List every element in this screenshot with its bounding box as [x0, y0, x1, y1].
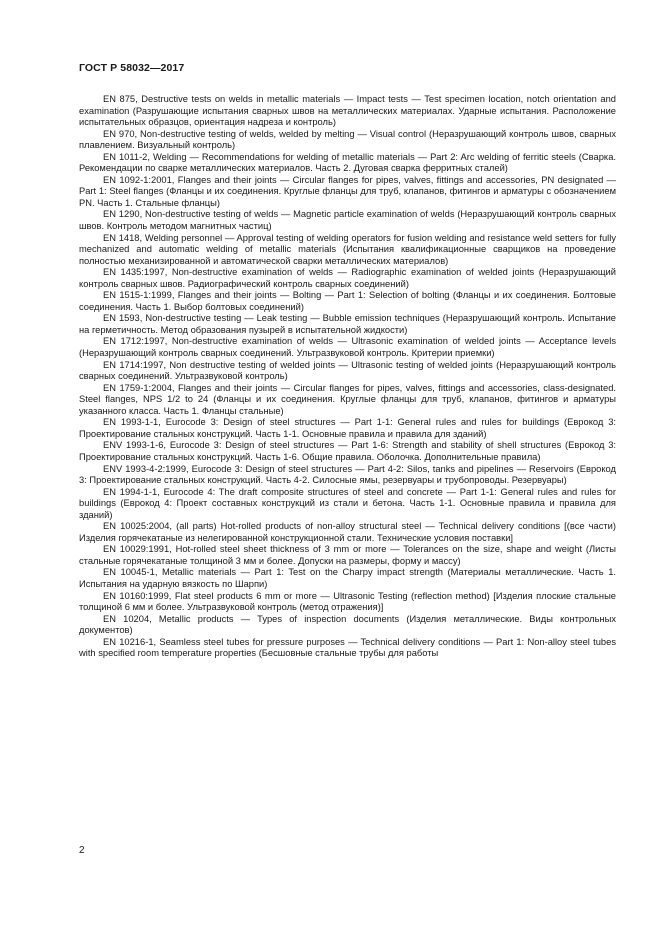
reference-paragraph: EN 1759-1:2004, Flanges and their joints — Circular flanges for pipes, valves, fittings and accessories, class-designated. Steel flanges, NPS 1/2 to 24 (Фланцы и их соединения. Круглые фланцы для труб, клапанов, фитингов и арматуры указанного класса. Часть 1. Фланцы стальные) — [79, 382, 616, 416]
reference-paragraph: EN 1994-1-1, Eurocode 4: The draft composite structures of steel and concrete — Part 1-1: General rules and rules for buildings (Еврокод 4: Проект составных конструкций из стали и бетона. Часть 1-1. Основные правила и правила для зданий) — [79, 486, 616, 520]
reference-paragraph: EN 970, Non-destructive testing of welds, welded by melting — Visual control (Неразрушающий контроль швов, сварных плавлением. Визуальный контроль) — [79, 128, 616, 151]
reference-paragraph: EN 10204, Metallic products — Types of inspection documents (Изделия металлические. Виды контрольных документов) — [79, 613, 616, 636]
reference-paragraph: EN 1290, Non-destructive testing of welds — Magnetic particle examination of welds (Неразрушающий контроль сварных швов. Контроль методом магнитных частиц) — [79, 209, 616, 232]
reference-paragraph: EN 10029:1991, Hot-rolled steel sheet thickness of 3 mm or more — Tolerances on the size, shape and weight (Листы стальные горячекатаные толщиной 3 мм и более. Допуски на размеры, форму и массу) — [79, 544, 616, 566]
reference-paragraph: EN 1418, Welding personnel — Approval testing of welding operators for fusion welding and resistance weld setters for fully mechanized and automatic welding of metallic materials (Испытания квалификационные сварщиков на проведение полностью механизированной и автоматической сварки металлических материалов) — [79, 232, 616, 266]
reference-paragraph: EN 10216-1, Seamless steel tubes for pressure purposes — Technical delivery conditions — Part 1: Non-alloy steel tubes with specified room temperature properties (Бесшовные стальные трубы для работы — [79, 636, 616, 659]
reference-paragraph: EN 1593, Non-destructive testing — Leak testing — Bubble emission techniques (Неразрушающий контроль. Испытание на герметичность. Метод образования пузырей в испытательной жидкости) — [79, 313, 616, 335]
standard-header: ГОСТ Р 58032—2017 — [79, 62, 185, 74]
reference-paragraph: EN 1712:1997, Non-destructive examination of welds — Ultrasonic examination of welded joints — Acceptance levels (Неразрушающий контроль сварных соединений. Ультразвуковой контроль. Критерии приемки) — [79, 336, 616, 359]
reference-paragraph: ENV 1993-1-6, Eurocode 3: Design of steel structures — Part 1-6: Strength and stability of shell structures (Еврокод 3: Проектирование стальных конструкций. Часть 1-6. Общие правила. Оболочка. Дополнительные правила) — [79, 440, 616, 462]
page-number: 2 — [79, 845, 85, 856]
references-list — [79, 94, 616, 660]
reference-paragraph: EN 10160:1999, Flat steel products 6 mm or more — Ultrasonic Testing (reflection method) [Изделия плоские стальные толщиной 6 мм и более. Ультразвуковой контроль (метод отражения)] — [79, 590, 616, 613]
reference-paragraph: ENV 1993-4-2:1999, Eurocode 3: Design of steel structures — Part 4-2: Silos, tanks and pipelines — Reservoirs (Еврокод 3: Проектирование стальных конструкций. Часть 4-2. Силосные ямы, резервуары и трубопроводы. Резервуары) — [79, 463, 616, 486]
reference-paragraph: EN 1011-2, Welding — Recommendations for welding of metallic materials — Part 2: Arc welding of ferritic steels (Сварка. Рекомендации по сварке металлических материалов. Часть 2. Дуговая сварка ферритных сталей) — [79, 151, 616, 174]
reference-paragraph: EN 10045-1, Metallic materials — Part 1: Test on the Charpy impact strength (Материалы металлические. Часть 1. Испытания на ударную вязкость по Шарпи) — [79, 567, 616, 589]
reference-paragraph: EN 1092-1:2001, Flanges and their joints — Circular flanges for pipes, valves, fittings and accessories, PN designated — Part 1: Steel flanges (Фланцы и их соединения. Круглые фланцы для труб, клапанов, фитингов и арматуры с обозначением PN. Часть 1. Стальные фланцы) — [79, 174, 616, 208]
reference-paragraph: EN 10025:2004, (all parts) Hot-rolled products of non-alloy structural steel — Technical delivery conditions [(все части) Изделия горячекатаные из нелегированной конструкционной стали. Технические условия поставки] — [79, 521, 616, 543]
reference-paragraph: EN 1993-1-1, Eurocode 3: Design of steel structures — Part 1-1: General rules and rules for buildings (Еврокод 3: Проектирование стальных конструкций. Часть 1-1. Основные правила и правила для зданий) — [79, 417, 616, 439]
reference-paragraph: EN 875, Destructive tests on welds in metallic materials — Impact tests — Test specimen location, notch orientation and examination (Разрушающие испытания сварных швов на металлических материалах. Ударные испытания. Расположение испытательных образцов, ориентация надреза и контроль) — [79, 94, 616, 128]
reference-paragraph: EN 1515-1:1999, Flanges and their joints — Bolting — Part 1: Selection of bolting (Фланцы и их соединения. Болтовые соединения. Часть 1. Выбор болтовых соединений) — [79, 290, 616, 312]
reference-paragraph: EN 1714:1997, Non destructive testing of welded joints — Ultrasonic testing of welded joints (Неразрушающий контроль сварных соединений. Ультразвуковой контроль) — [79, 359, 616, 382]
reference-paragraph: EN 1435:1997, Non-destructive examination of welds — Radiographic examination of welded joints (Неразрушающий контроль сварных швов. Радиографический контроль сварных соединений) — [79, 267, 616, 289]
